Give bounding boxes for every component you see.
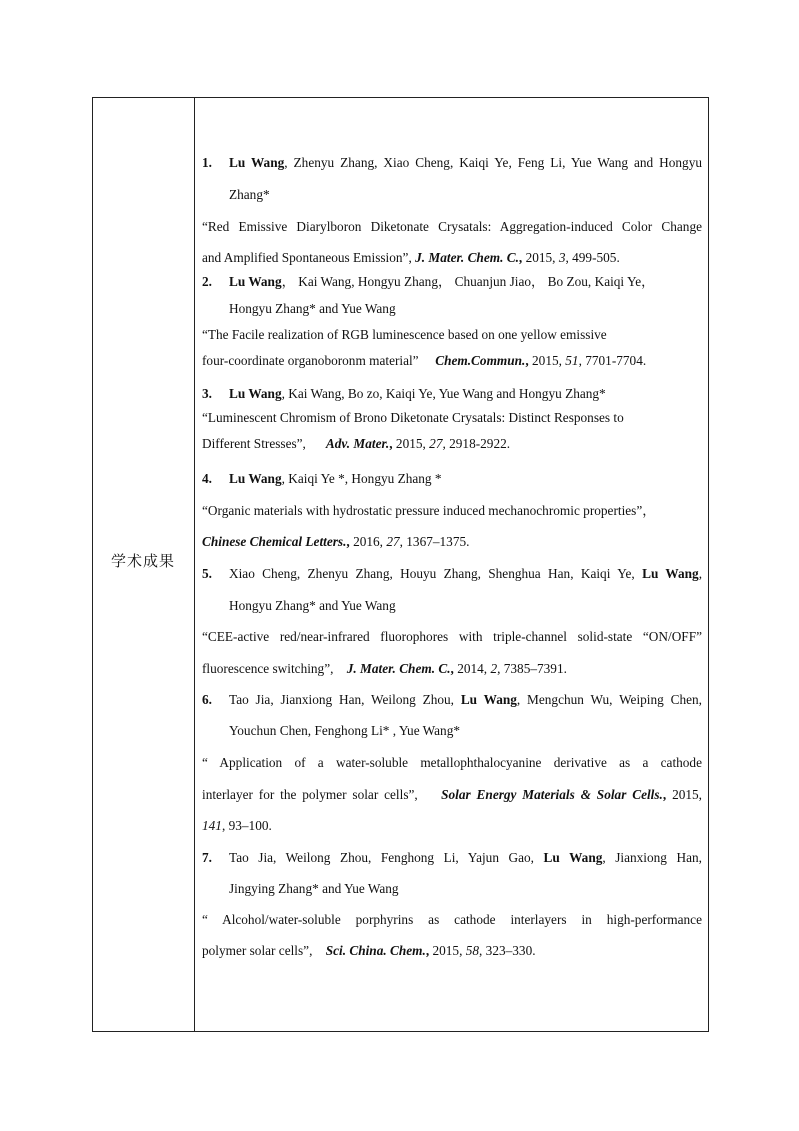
pub-7-authors-line2: Jingying Zhang* and Yue Wang: [229, 881, 399, 896]
pub-7-citation: polymer solar cells”, Sci. China. Chem., 2015, 58, 323–330.: [202, 943, 536, 958]
pub-6-title-line1: “ Application of a water-soluble metallophthalocyanine derivative as a cathode: [202, 755, 702, 770]
pub-5-title-line1: “CEE-active red/near-infrared fluorophores with triple-channel solid-state “ON/OFF”: [202, 629, 702, 644]
pub-5-citation: fluorescence switching”, J. Mater. Chem. C., 2014, 2, 7385–7391.: [202, 661, 567, 676]
pub-4-title-line1: “Organic materials with hydrostatic pressure induced mechanochromic properties”，: [202, 503, 656, 518]
pub-6-authors-line1: 6. Tao Jia, Jianxiong Han, Weilong Zhou, Lu Wang, Mengchun Wu, Weiping Chen,: [202, 692, 703, 707]
pub-2-authors-line1: 2. Lu Wang， Kai Wang, Hongyu Zhang， Chuanjun Jiao， Bo Zou, Kaiqi Ye，: [202, 274, 655, 289]
column-divider: [194, 97, 195, 1032]
pub-2-citation: four-coordinate organoboronm material” Chem.Commun., 2015, 51, 7701-7704.: [202, 353, 647, 368]
pub-6-citation: 141, 93–100.: [202, 818, 272, 833]
pub-6-authors-line2: Youchun Chen, Fenghong Li* , Yue Wang*: [229, 723, 461, 738]
pub-2-authors-line2: Hongyu Zhang* and Yue Wang: [229, 301, 396, 316]
pub-2-title-line1: “The Facile realization of RGB luminescence based on one yellow emissive: [202, 327, 607, 342]
pub-4-citation: Chinese Chemical Letters., 2016, 27, 1367–1375.: [202, 534, 470, 549]
pub-7-authors-line1: 7. Tao Jia, Weilong Zhou, Fenghong Li, Yajun Gao, Lu Wang, Jianxiong Han,: [202, 850, 702, 865]
pub-5-authors-line1: 5. Xiao Cheng, Zhenyu Zhang, Houyu Zhang, Shenghua Han, Kaiqi Ye, Lu Wang,: [202, 566, 703, 581]
pub-4-authors: 4. Lu Wang, Kaiqi Ye *, Hongyu Zhang *: [202, 471, 442, 486]
pub-5-authors-line2: Hongyu Zhang* and Yue Wang: [229, 598, 396, 613]
pub-1-citation: and Amplified Spontaneous Emission”, J. Mater. Chem. C., 2015, 3, 499-505.: [202, 250, 620, 265]
pub-3-citation: Different Stresses”, Adv. Mater., 2015, 27, 2918-2922.: [202, 436, 511, 451]
pub-1-authors-line2: Zhang*: [229, 187, 270, 202]
pub-7-title-line1: “ Alcohol/water-soluble porphyrins as cathode interlayers in high-performance: [202, 912, 702, 927]
row-label: 学术成果: [110, 552, 175, 570]
pub-6-title-line2: interlayer for the polymer solar cells”, Solar Energy Materials & Solar Cells., 2015,: [202, 787, 702, 802]
pub-1-title-line1: “Red Emissive Diarylboron Diketonate Crysatals: Aggregation-induced Color Change: [202, 219, 702, 234]
pub-3-title-line1: “Luminescent Chromism of Brono Diketonate Crysatals: Distinct Responses to: [202, 410, 624, 425]
pub-3-authors: 3. Lu Wang, Kai Wang, Bo zo, Kaiqi Ye, Yue Wang and Hongyu Zhang*: [202, 386, 606, 401]
pub-1-authors-line1: 1. Lu Wang, Zhenyu Zhang, Xiao Cheng, Kaiqi Ye, Feng Li, Yue Wang and Hongyu: [202, 155, 703, 170]
